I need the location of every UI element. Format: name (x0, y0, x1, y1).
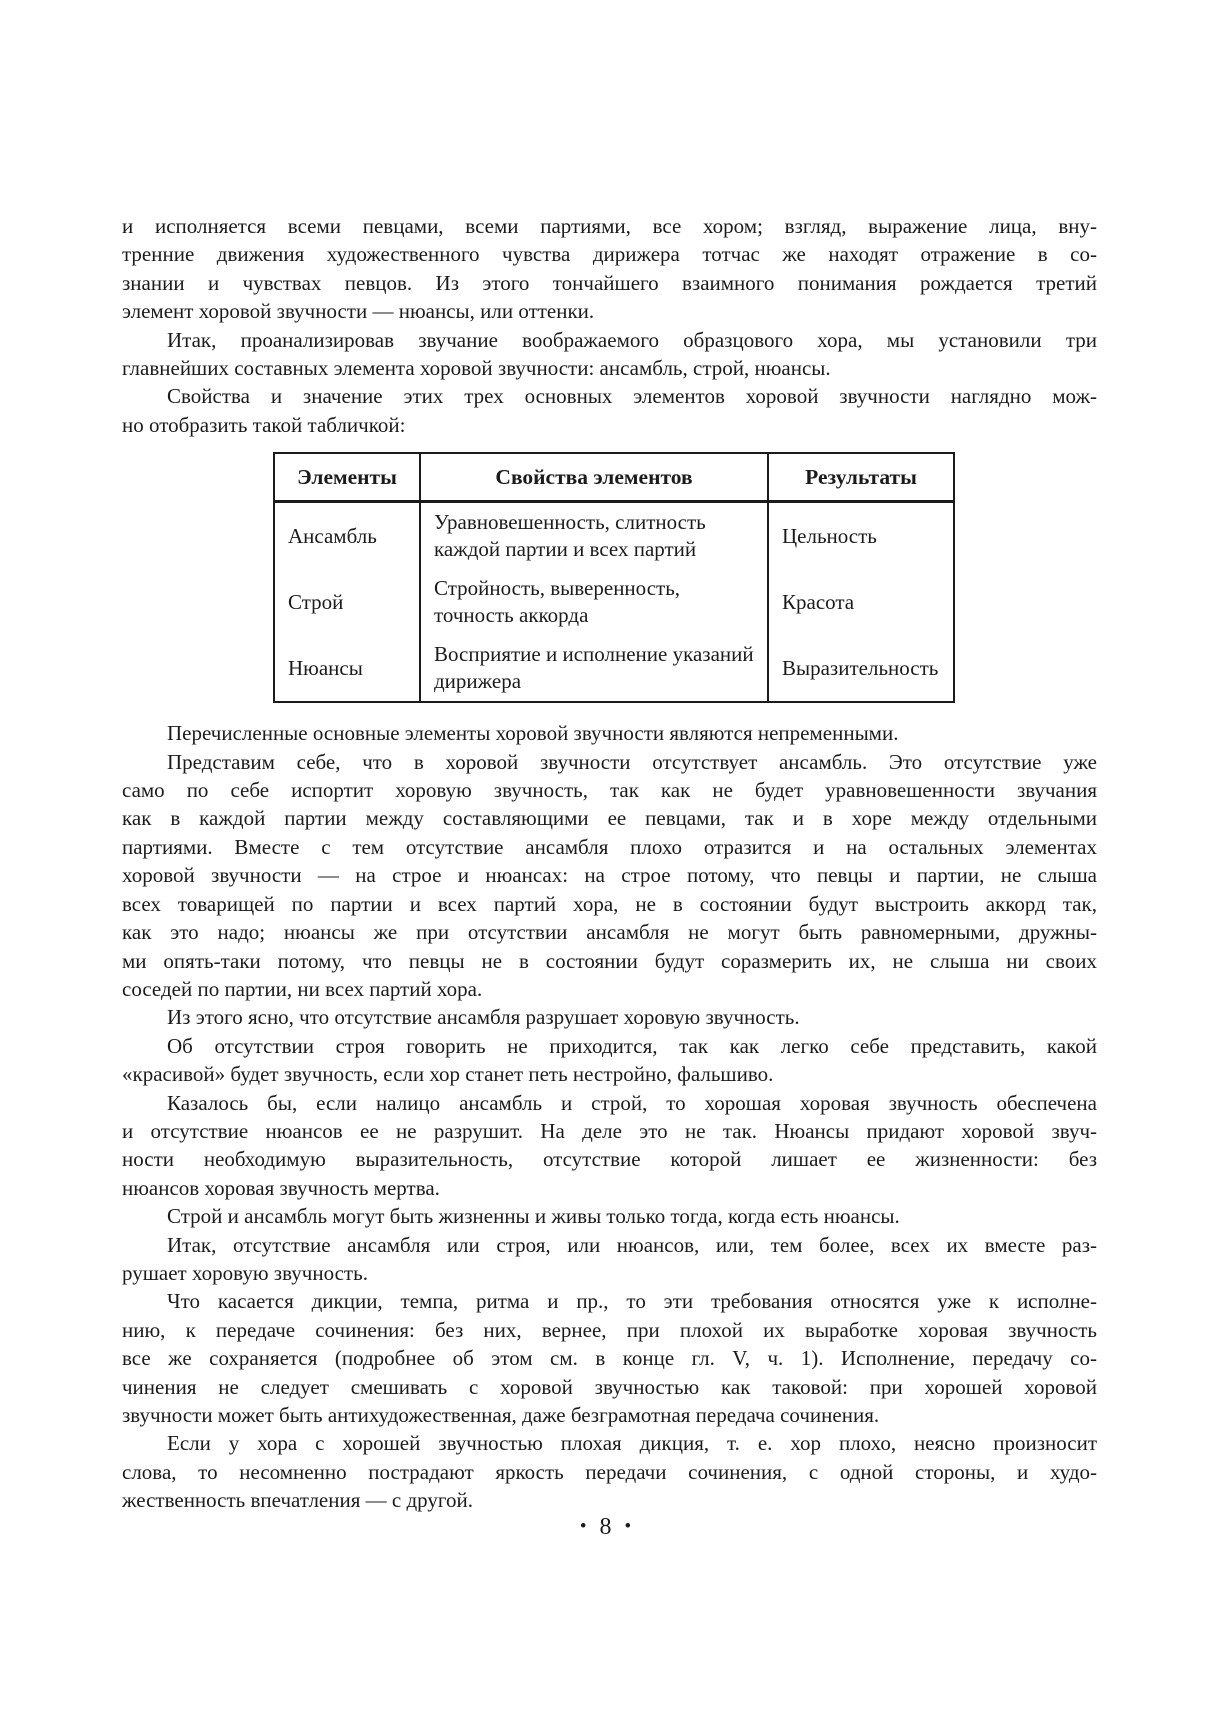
text-line: тренние движения художественного чувства дирижера тотчас же находят отражение в со- (122, 242, 1097, 267)
text-line: элемент хоровой звучности — нюансы, или оттенки. (122, 299, 595, 324)
text-line: нюансов хоровая звучность мертва. (122, 1175, 440, 1200)
text-line: Представим себе, что в хоровой звучности отсутствует ансамбль. Это отсутствие уже (167, 749, 1097, 774)
text-line: хоровой звучности — на строе и нюансах: на строе потому, что певцы и партии, не слыша (122, 863, 1097, 888)
table-cell-element-result: Цельность (768, 502, 954, 570)
table-cell-element-properties: Уравновешенность, слитность каждой партии и всех партий (420, 502, 768, 570)
text-line: как это надо; нюансы же при отсутствии ансамбля не могут быть равномерными, дружны- (122, 920, 1097, 945)
text-line: Свойства и значение этих трех основных элементов хоровой звучности наглядно мож- (167, 384, 1097, 409)
text-line: «красивой» будет звучность, если хор станет петь нестройно, фальшиво. (122, 1062, 774, 1087)
text-line: Что касается дикции, темпа, ритма и пр., то эти требования относятся уже к исполне- (167, 1289, 1097, 1314)
text-line: и исполняется всеми певцами, всеми партиями, все хором; взгляд, выражение лица, вну- (122, 214, 1097, 238)
text-line: Итак, проанализировав звучание воображаемого образцового хора, мы установили три (167, 327, 1097, 352)
text-line: нию, к передаче сочинения: без них, вернее, при плохой их выработке хоровая звучность (122, 1317, 1097, 1342)
table-cell-element-properties: Стройность, выверенность, точность аккорда (420, 569, 768, 635)
text-line: главнейших составных элемента хоровой звучности: ансамбль, строй, нюансы. (122, 356, 831, 381)
text-section-top (122, 212, 1097, 439)
text-line: слова, то несомненно пострадают яркость передачи сочинения, с одной стороны, и худо- (122, 1459, 1097, 1484)
text-line: как в каждой партии между составляющими ее певцами, так и в хоре между отдельными (122, 806, 1097, 831)
text-line: Строй и ансамбль могут быть жизненны и живы только тогда, когда есть нюансы. (167, 1204, 900, 1229)
text-line: звучности может быть антихудожественная, даже безграмотная передача сочинения. (122, 1403, 880, 1427)
choir-sound-elements-table (273, 452, 955, 703)
paragraph (122, 1202, 1097, 1230)
text-line: все же сохраняется (подробнее об этом см. в конце гл. V, ч. 1). Исполнение, передачу со- (122, 1346, 1097, 1371)
table-row (274, 635, 954, 702)
text-line: ности необходимую выразительность, отсутствие которой лишает ее жизненности: без (122, 1147, 1097, 1172)
table-cell-element-result: Красота (768, 569, 954, 635)
text-line: Итак, отсутствие ансамбля или строя, или нюансов, или, тем более, всех их вместе раз- (167, 1232, 1097, 1257)
paragraph (122, 1231, 1097, 1288)
paragraph (122, 1429, 1097, 1514)
text-line: чинения не следует смешивать с хоровой звучностью как таковой: при хорошей хоровой (122, 1374, 1097, 1399)
text-line: но отобразить такой табличкой: (122, 412, 406, 437)
table-header-properties: Свойства элементов (420, 453, 768, 502)
text-line: партиями. Вместе с тем отсутствие ансамбля плохо отразится и на остальных элементах (122, 834, 1097, 859)
table-row (274, 569, 954, 635)
paragraph (122, 1287, 1097, 1429)
table-cell-element-name: Ансамбль (274, 502, 420, 570)
paragraph (122, 326, 1097, 383)
footer-bullet-left: • (579, 1516, 587, 1537)
paragraph (122, 1003, 1097, 1031)
text-line: соседей по партии, ни всех партий хора. (122, 976, 483, 1001)
table-header-results: Результаты (768, 453, 954, 502)
table-header-elements: Элементы (274, 453, 420, 502)
paragraph (122, 748, 1097, 1004)
text-line: и отсутствие нюансов ее не разрушит. На деле это не так. Нюансы придают хоровой звуч- (122, 1118, 1097, 1143)
paragraph (122, 382, 1097, 439)
text-section-bottom (122, 719, 1097, 1514)
text-line: Из этого ясно, что отсутствие ансамбля разрушает хоровую звучность. (167, 1005, 800, 1030)
text-line: знании и чувствах певцов. Из этого тончайшего взаимного понимания рождается третий (122, 270, 1097, 295)
text-line: само по себе испортит хоровую звучность, так как не будет уравновешенности звучания (122, 778, 1097, 803)
text-line: Если у хора с хорошей звучностью плохая дикция, т. е. хор плохо, неясно произносит (167, 1431, 1097, 1456)
text-line: жественность впечатления — с другой. (122, 1488, 473, 1513)
table-cell-element-name: Строй (274, 569, 420, 635)
table-row (274, 502, 954, 570)
paragraph (122, 1089, 1097, 1203)
paragraph (122, 212, 1097, 326)
text-line: ми опять-таки потому, что певцы не в состоянии будут соразмерить их, не слыша ни своих (122, 948, 1097, 973)
text-line: рушает хоровую звучность. (122, 1260, 368, 1285)
text-line: всех товарищей по партии и всех партий хора, не в состоянии будут выстроить аккорд так, (122, 891, 1097, 916)
page-number: 8 (599, 1514, 612, 1540)
text-line: Об отсутствии строя говорить не приходится, так как легко себе представить, какой (167, 1033, 1097, 1058)
text-line: Перечисленные основные элементы хоровой звучности являются непременными. (167, 721, 899, 746)
footer-bullet-right: • (624, 1516, 632, 1537)
table-cell-element-name: Нюансы (274, 635, 420, 702)
page-footer (0, 1514, 1211, 1541)
table-cell-element-result: Выразительность (768, 635, 954, 702)
page-content (122, 212, 1097, 1515)
paragraph (122, 719, 1097, 747)
text-line: Казалось бы, если налицо ансамбль и строй, то хорошая хоровая звучность обеспечена (167, 1090, 1097, 1115)
paragraph (122, 1032, 1097, 1089)
table-cell-element-properties: Восприятие и исполнение указаний дирижера (420, 635, 768, 702)
table-header-row (274, 453, 954, 502)
